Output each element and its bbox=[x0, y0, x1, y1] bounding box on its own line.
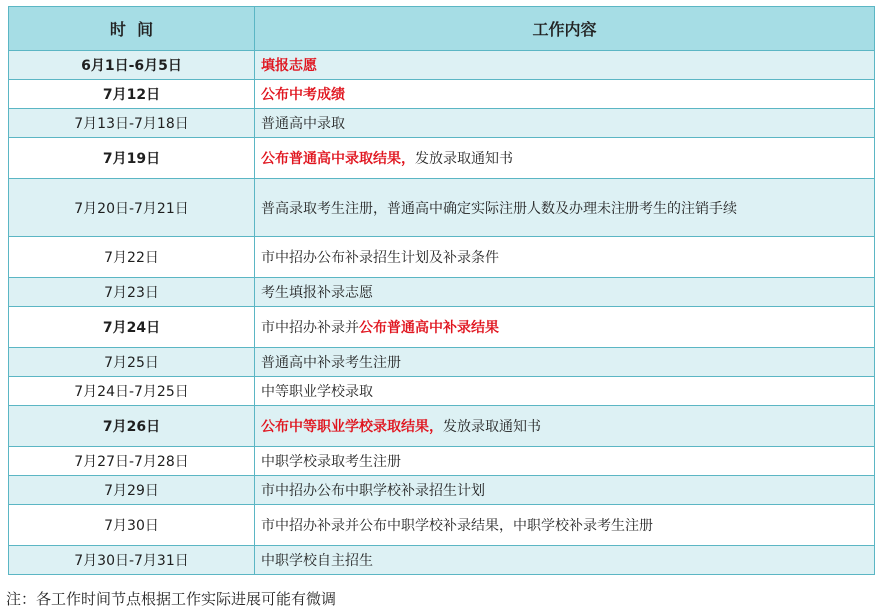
time-cell: 7月22日 bbox=[9, 237, 255, 278]
table-row bbox=[9, 348, 875, 377]
table-row bbox=[9, 51, 875, 80]
table-row bbox=[9, 476, 875, 505]
content-cell bbox=[255, 307, 875, 348]
table-row bbox=[9, 505, 875, 546]
schedule-body bbox=[9, 51, 875, 575]
table-row bbox=[9, 80, 875, 109]
content-text: 普高录取考生注册，普通高中确定实际注册人数及办理未注册考生的注销手续 bbox=[261, 200, 737, 217]
time-cell: 7月20日-7月21日 bbox=[9, 179, 255, 237]
time-cell: 7月12日 bbox=[9, 80, 255, 109]
highlighted-text: 公布普通高中录取结果， bbox=[261, 151, 415, 167]
table-row bbox=[9, 237, 875, 278]
content-cell bbox=[255, 476, 875, 505]
content-text: 市中招办公布补录招生计划及补录条件 bbox=[261, 250, 499, 266]
table-row bbox=[9, 406, 875, 447]
content-cell bbox=[255, 406, 875, 447]
content-cell bbox=[255, 377, 875, 406]
highlighted-text: 公布普通高中补录结果 bbox=[359, 320, 499, 336]
time-cell: 7月23日 bbox=[9, 278, 255, 307]
highlighted-text: 公布中等职业学校录取结果， bbox=[261, 419, 443, 435]
header-time: 时 间 bbox=[9, 7, 255, 51]
table-row bbox=[9, 278, 875, 307]
content-cell bbox=[255, 80, 875, 109]
header-content: 工作内容 bbox=[255, 7, 875, 51]
content-cell bbox=[255, 179, 875, 237]
content-text: 中职学校自主招生 bbox=[261, 553, 373, 569]
content-text: 发放录取通知书 bbox=[415, 151, 513, 167]
table-row bbox=[9, 109, 875, 138]
content-cell bbox=[255, 348, 875, 377]
highlighted-text: 填报志愿 bbox=[261, 58, 317, 74]
content-cell bbox=[255, 546, 875, 575]
time-cell: 7月13日-7月18日 bbox=[9, 109, 255, 138]
time-cell: 7月24日 bbox=[9, 307, 255, 348]
footnote: 注：各工作时间节点根据工作实际进展可能有微调 bbox=[6, 590, 337, 608]
time-cell: 7月29日 bbox=[9, 476, 255, 505]
content-text: 市中招办补录并公布中职学校补录结果，中职学校补录考生注册 bbox=[261, 518, 653, 534]
content-cell bbox=[255, 505, 875, 546]
content-text: 市中招办公布中职学校补录招生计划 bbox=[261, 483, 485, 499]
highlighted-text: 公布中考成绩 bbox=[261, 87, 345, 103]
table-row bbox=[9, 138, 875, 179]
content-text: 发放录取通知书 bbox=[443, 419, 541, 435]
content-text: 市中招办补录并 bbox=[261, 320, 359, 336]
content-cell bbox=[255, 109, 875, 138]
table-row bbox=[9, 377, 875, 406]
time-cell: 7月26日 bbox=[9, 406, 255, 447]
content-text: 普通高中补录考生注册 bbox=[261, 355, 401, 371]
time-cell: 7月24日-7月25日 bbox=[9, 377, 255, 406]
time-cell: 7月25日 bbox=[9, 348, 255, 377]
table-row bbox=[9, 307, 875, 348]
time-cell: 7月30日 bbox=[9, 505, 255, 546]
content-cell bbox=[255, 447, 875, 476]
time-cell: 7月19日 bbox=[9, 138, 255, 179]
header-row bbox=[9, 7, 875, 51]
table-row bbox=[9, 179, 875, 237]
table-row bbox=[9, 447, 875, 476]
content-cell bbox=[255, 237, 875, 278]
content-text: 普通高中录取 bbox=[261, 116, 345, 132]
content-text: 中等职业学校录取 bbox=[261, 384, 373, 400]
table-row bbox=[9, 546, 875, 575]
content-text: 考生填报补录志愿 bbox=[261, 285, 373, 301]
content-text: 中职学校录取考生注册 bbox=[261, 454, 401, 470]
content-cell bbox=[255, 51, 875, 80]
schedule-table bbox=[8, 6, 875, 575]
content-cell bbox=[255, 278, 875, 307]
time-cell: 7月30日-7月31日 bbox=[9, 546, 255, 575]
time-cell: 6月1日-6月5日 bbox=[9, 51, 255, 80]
content-cell bbox=[255, 138, 875, 179]
time-cell: 7月27日-7月28日 bbox=[9, 447, 255, 476]
